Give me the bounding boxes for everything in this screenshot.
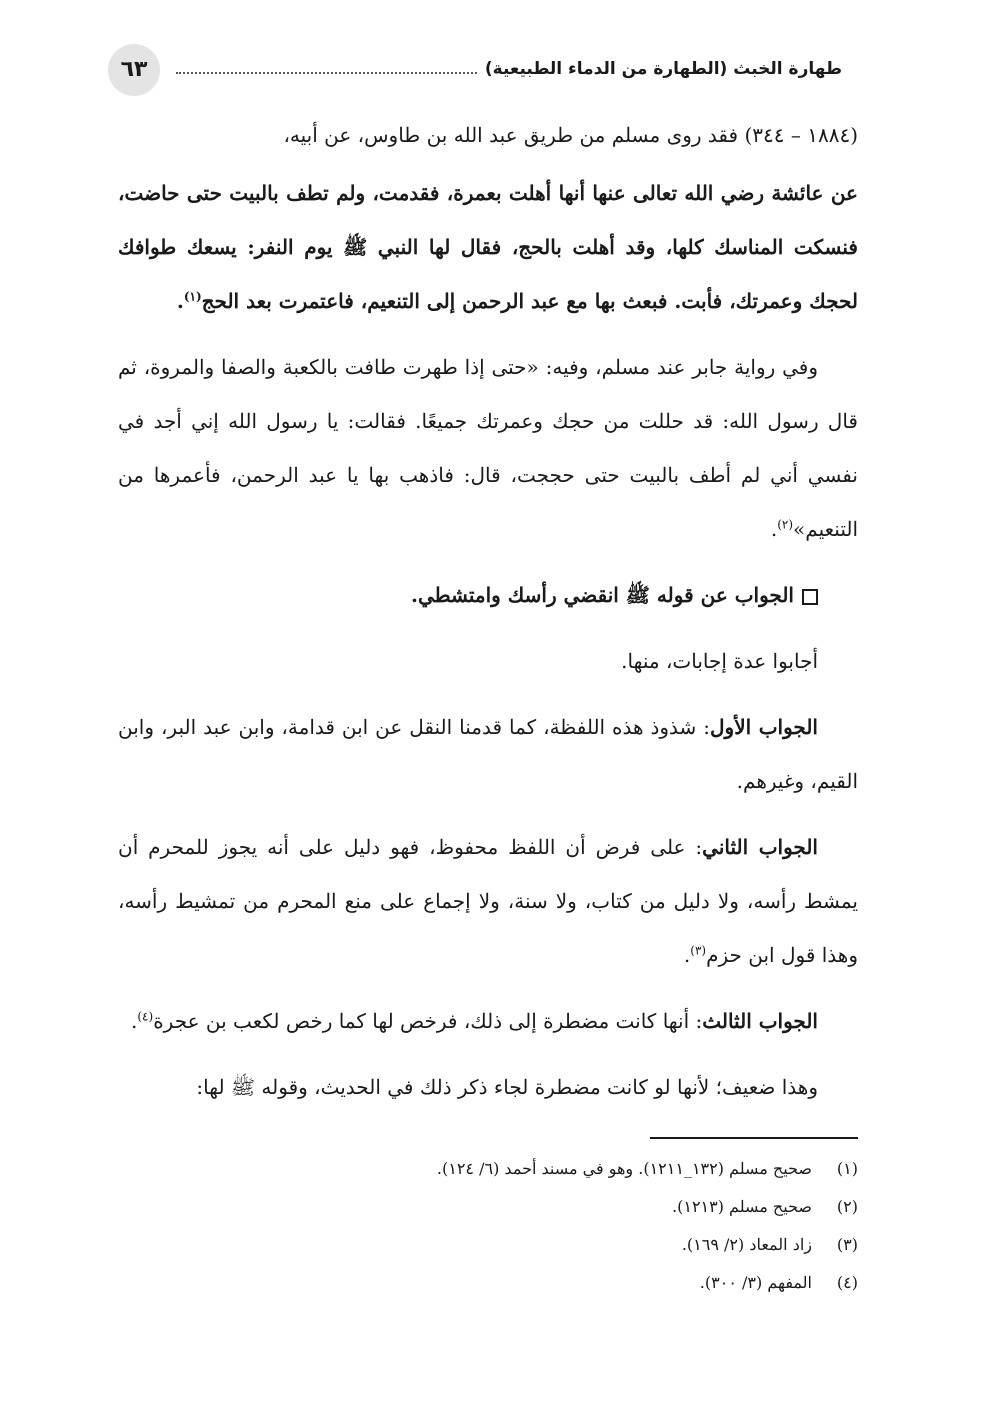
conclusion-text: وهذا ضعيف؛ لأنها لو كانت مضطرة لجاء ذكر ذلك في الحديث، وقوله ﷺ لها: xyxy=(196,1075,818,1099)
paragraph-answer-2 xyxy=(118,820,858,982)
paragraph-intro xyxy=(118,108,858,162)
section-heading xyxy=(118,568,858,622)
paragraph-hadith-aisha xyxy=(118,166,858,328)
footnote-item xyxy=(300,1226,858,1264)
footnote-text: صحيح مسلم (١٢١٣). xyxy=(672,1197,812,1216)
answer-3-label: الجواب الثالث xyxy=(702,1009,818,1033)
answer-3-text: : أنها كانت مضطرة إلى ذلك، فرخص لها كما رخص لكعب بن عجرة xyxy=(153,1009,703,1033)
main-text xyxy=(118,108,858,1126)
hadith-aisha-end: . xyxy=(176,289,184,313)
answer-2-text: : على فرض أن اللفظ محفوظ، فهو دليل على أنه يجوز للمحرم أن يمشط رأسه، ولا دليل من كتاب، ولا سنة، ولا إجماع على منع المحرم من تمشيط رأسه، وهذا قول ابن حزم xyxy=(118,835,858,967)
footnote-number: (٤) xyxy=(836,1273,858,1292)
footnote-number: (١) xyxy=(836,1159,858,1178)
answers-intro-text: أجابوا عدة إجابات، منها. xyxy=(621,649,818,673)
page-number: ٦٣ xyxy=(108,44,160,96)
footnote-ref-4[interactable]: (٤) xyxy=(137,1009,154,1024)
answer-1-label: الجواب الأول xyxy=(710,715,818,739)
paragraph-answer-3 xyxy=(118,994,858,1048)
answer-2-end: . xyxy=(683,943,691,967)
paragraph-conclusion xyxy=(118,1060,858,1114)
answer-1-text: : شذوذ هذه اللفظة، كما قدمنا النقل عن ابن قدامة، وابن عبد البر، وابن القيم، وغيرهم. xyxy=(118,715,858,793)
paragraph-jabir xyxy=(118,340,858,556)
footnotes xyxy=(300,1150,858,1302)
footnote-text: صحيح مسلم (١٣٢_١٢١١). وهو في مسند أحمد (٦/ ١٢٤). xyxy=(436,1159,812,1178)
answer-2-label: الجواب الثاني xyxy=(702,835,818,859)
answer-3-end: . xyxy=(131,1009,138,1033)
footnote-ref-2[interactable]: (٢) xyxy=(777,517,794,532)
footnote-number: (٣) xyxy=(836,1235,858,1254)
footnote-ref-1[interactable]: (١) xyxy=(183,289,202,304)
header-dotted-leader xyxy=(176,72,477,74)
footnote-number: (٢) xyxy=(836,1197,858,1216)
intro-text: (١٨٨٤ – ٣٤٤) فقد روى مسلم من طريق عبد الله بن طاوس، عن أبيه، xyxy=(283,123,858,147)
section-heading-text: الجواب عن قوله ﷺ انقضي رأسك وامتشطي. xyxy=(410,583,794,607)
footnote-separator xyxy=(650,1137,858,1139)
paragraph-answers-intro xyxy=(118,634,858,688)
footnote-item xyxy=(300,1188,858,1226)
footnote-ref-3[interactable]: (٣) xyxy=(690,943,707,958)
jabir-end: . xyxy=(770,517,778,541)
checkbox-square-icon xyxy=(802,589,818,605)
footnote-item xyxy=(300,1264,858,1302)
jabir-text: وفي رواية جابر عند مسلم، وفيه: «حتى إذا طهرت طافت بالكعبة والصفا والمروة، ثم قال رسول الله: قد حللت من حجك وعمرتك جميعًا. فقالت: يا رسول الله إني أجد في نفسي أني لم أطف بالبيت حتى حججت، قال: فاذهب بها يا عبد الرحمن، فأعمرها من التنعيم» xyxy=(118,355,858,541)
running-header xyxy=(176,54,842,84)
paragraph-answer-1 xyxy=(118,700,858,808)
hadith-aisha-text: عن عائشة رضي الله تعالى عنها أنها أهلت بعمرة، فقدمت، ولم تطف بالبيت حتى حاضت، فنسكت المناسك كلها، وقد أهلت بالحج، فقال لها النبي ﷺ يوم النفر: يسعك طوافك لحجك وعمرتك، فأبت. فبعث بها مع عبد الرحمن إلى التنعيم، فاعتمرت بعد الحج xyxy=(118,181,858,313)
footnote-text: المفهم (٣/ ٣٠٠). xyxy=(699,1273,812,1292)
header-title: طهارة الخبث (الطهارة من الدماء الطبيعية) xyxy=(484,59,842,79)
footnote-item xyxy=(300,1150,858,1188)
footnote-text: زاد المعاد (٢/ ١٦٩). xyxy=(681,1235,812,1254)
